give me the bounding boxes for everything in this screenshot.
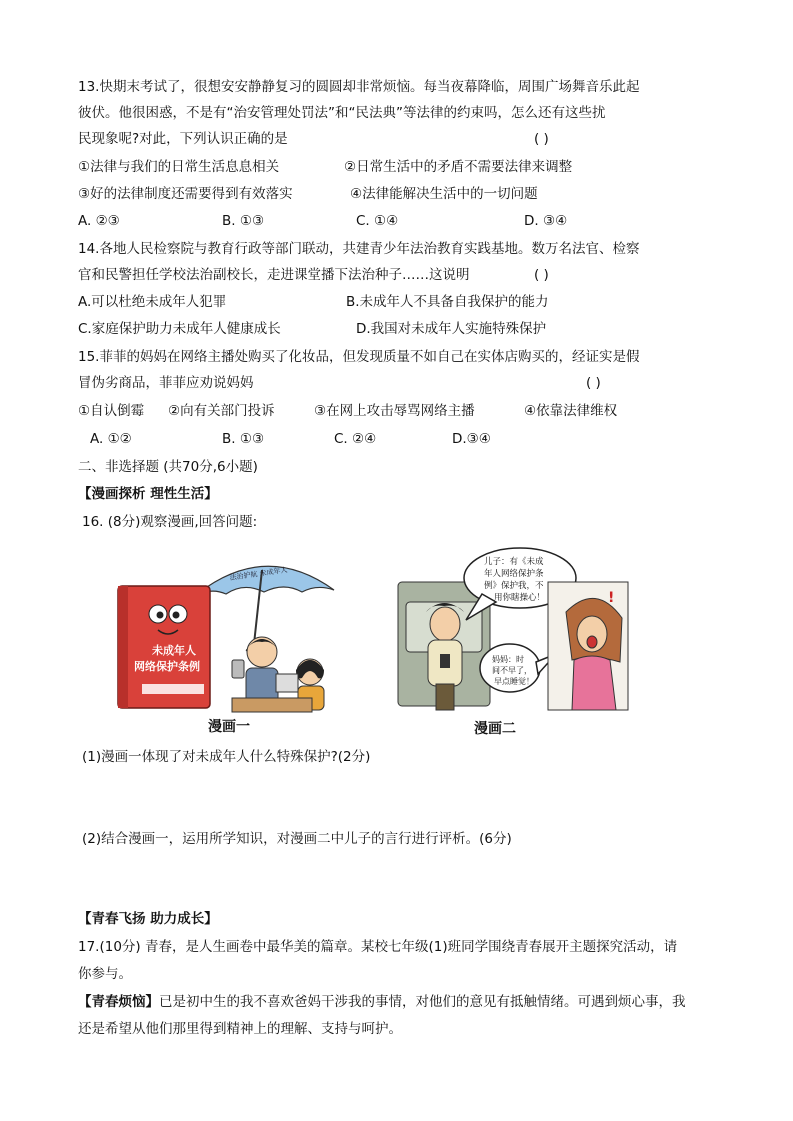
topic-heading-youth: 【青春飞扬 助力成长】 xyxy=(78,911,218,927)
svg-text:!: ! xyxy=(608,590,615,606)
q13-statement-1: ①法律与我们的日常生活息息相关 xyxy=(78,159,280,175)
comic-one-label: 漫画一 xyxy=(208,719,250,735)
svg-text:用你瞎操心！: 用你瞎操心！ xyxy=(494,593,546,603)
q16-stem: 16. (8分)观察漫画,回答问题: xyxy=(82,514,258,530)
q16-sub-question-1: (1)漫画一体现了对未成年人什么特殊保护?(2分) xyxy=(82,749,371,765)
q14-line-1: 14.各地人民检察院与教育行政等部门联动，共建青少年法治教育实践基地。数万名法官、检察 xyxy=(78,241,640,257)
q15-statement-1: ①自认倒霉 xyxy=(78,403,145,419)
svg-text:间不早了，: 间不早了， xyxy=(492,666,532,675)
q17-line-3 xyxy=(78,993,686,1011)
q15-answer-paren: ( ) xyxy=(586,375,601,391)
q13-option-b: B. ①③ xyxy=(222,213,265,229)
q14-option-d: D.我国对未成年人实施特殊保护 xyxy=(356,321,547,337)
book-title-line-2: 网络保护条例 xyxy=(134,660,200,673)
comic-one-image xyxy=(112,548,346,716)
q17-line-3-text: 已是初中生的我不喜欢爸妈干涉我的事情，对他们的意见有抵触情绪。可遇到烦心事，我 xyxy=(159,994,686,1010)
q17-subtopic-heading: 【青春烦恼】 xyxy=(78,994,159,1010)
q13-statement-2: ②日常生活中的矛盾不需要法律来调整 xyxy=(344,159,573,175)
q13-line-2: 彼伏。他很困惑，不是有“治安管理处罚法”和“民法典”等法律的约束吗，怎么还有这些扰 xyxy=(78,105,606,121)
svg-text:早点睡觉！: 早点睡觉！ xyxy=(494,677,534,686)
q13-option-a: A. ②③ xyxy=(78,213,120,229)
comic-two-image xyxy=(396,542,630,714)
section-heading: 二、非选择题 (共70分,6小题) xyxy=(78,459,258,475)
topic-heading-comic: 【漫画探析 理性生活】 xyxy=(78,486,218,502)
q13-option-c: C. ①④ xyxy=(356,213,399,229)
q13-answer-paren: ( ) xyxy=(534,131,549,147)
svg-text:妈妈：时: 妈妈：时 xyxy=(492,655,524,664)
book-title-line-1: 未成年人 xyxy=(152,644,196,657)
q13-statement-3: ③好的法律制度还需要得到有效落实 xyxy=(78,186,293,202)
q14-line-2: 官和民警担任学校法治副校长，走进课堂播下法治种子……这说明 xyxy=(78,267,470,283)
q17-line-2: 你参与。 xyxy=(78,966,132,982)
svg-text:年人网络保护条: 年人网络保护条 xyxy=(484,569,544,579)
q15-option-c: C. ②④ xyxy=(334,431,377,447)
q15-option-d: D.③④ xyxy=(452,431,491,447)
q15-statement-3: ③在网上攻击辱骂网络主播 xyxy=(314,403,475,419)
q13-statement-4: ④法律能解决生活中的一切问题 xyxy=(350,186,538,202)
q17-line-4: 还是希望从他们那里得到精神上的理解、支持与呵护。 xyxy=(78,1021,402,1037)
q15-option-a: A. ①② xyxy=(90,431,132,447)
q15-statement-4: ④依靠法律维权 xyxy=(524,403,618,419)
q14-option-c: C.家庭保护助力未成年人健康成长 xyxy=(78,321,281,337)
q17-line-1: 17.(10分) 青春，是人生画卷中最华美的篇章。某校七年级(1)班同学围绕青春展开主题探究活动，请 xyxy=(78,939,678,955)
svg-text:法治护航 未成年人: 法治护航 未成年人 xyxy=(229,565,288,582)
q13-option-d: D. ③④ xyxy=(524,213,568,229)
svg-text:儿子：有《未成: 儿子：有《未成 xyxy=(484,557,544,567)
svg-text:例》保护我，不: 例》保护我，不 xyxy=(484,581,544,591)
q13-line-3: 民现象呢?对此，下列认识正确的是 xyxy=(78,131,288,147)
q15-line-2: 冒伪劣商品，菲菲应劝说妈妈 xyxy=(78,375,254,391)
q13-line-1: 13.快期末考试了，很想安安静静复习的圆圆却非常烦恼。每当夜幕降临，周围广场舞音乐此起 xyxy=(78,79,640,95)
q15-statement-2: ②向有关部门投诉 xyxy=(168,403,275,419)
q15-option-b: B. ①③ xyxy=(222,431,265,447)
q15-line-1: 15.菲菲的妈妈在网络主播处购买了化妆品，但发现质量不如自己在实体店购买的，经证实是假 xyxy=(78,349,640,365)
q14-answer-paren: ( ) xyxy=(534,267,549,283)
q14-option-b: B.未成年人不具备自我保护的能力 xyxy=(346,294,549,310)
q14-option-a: A.可以杜绝未成年人犯罪 xyxy=(78,294,227,310)
comic-two-label: 漫画二 xyxy=(474,721,516,737)
q16-sub-question-2: (2)结合漫画一，运用所学知识，对漫画二中儿子的言行进行评析。(6分) xyxy=(82,831,512,847)
